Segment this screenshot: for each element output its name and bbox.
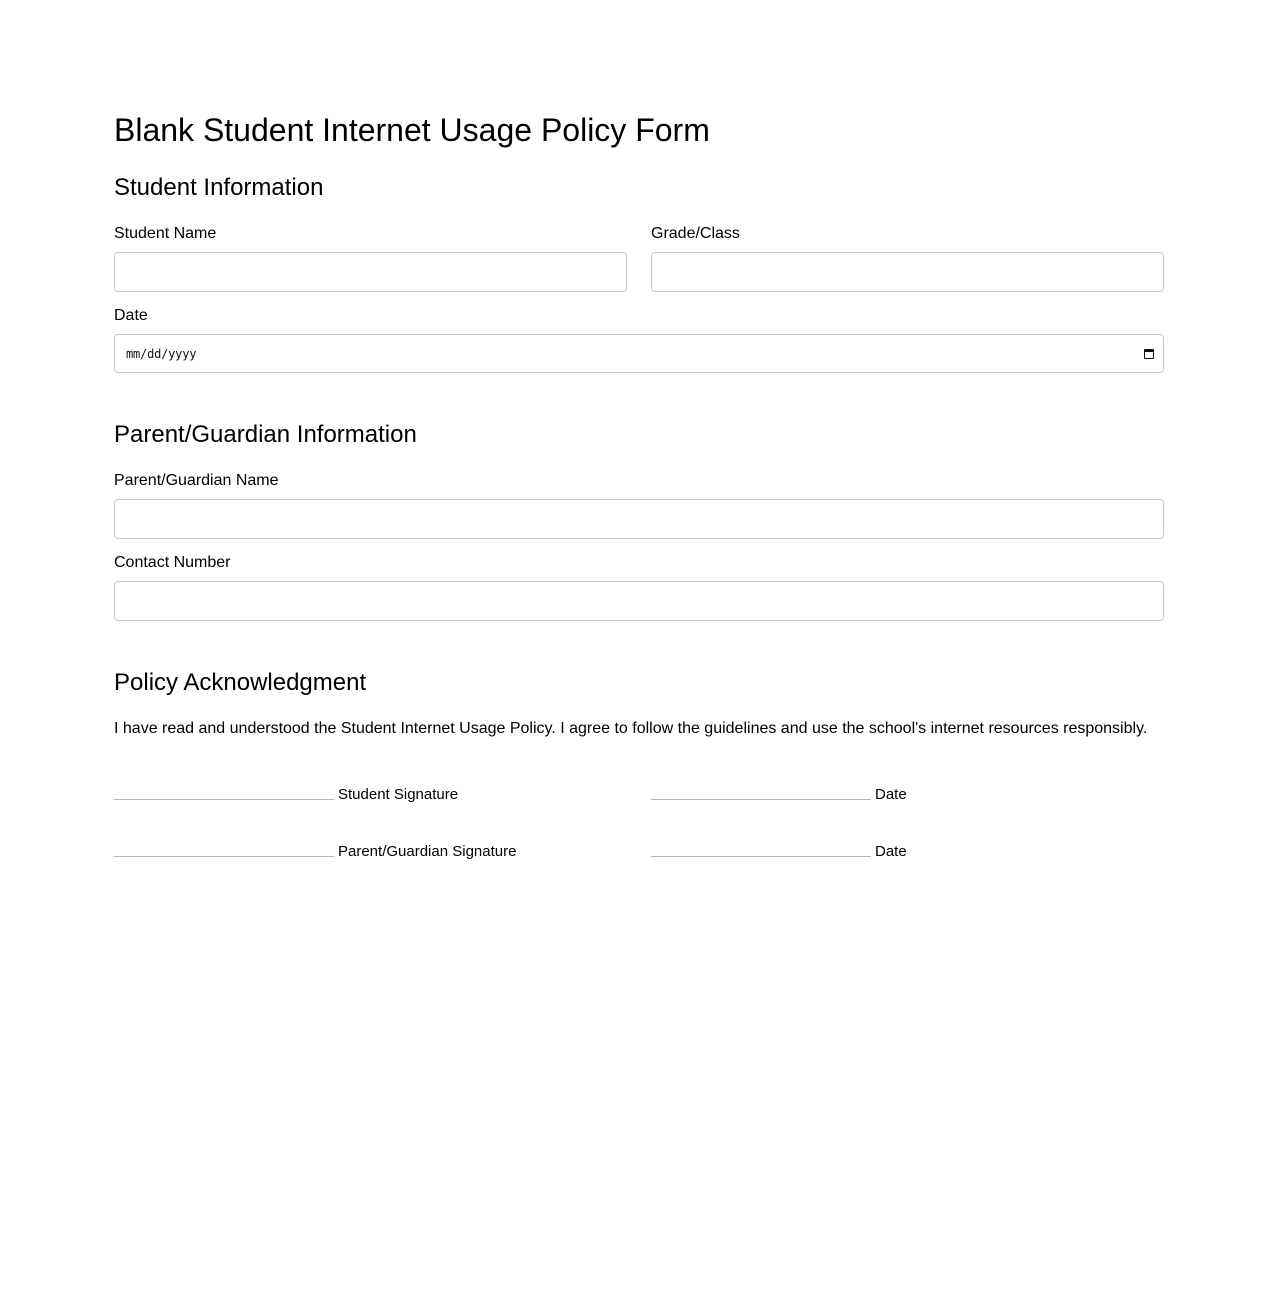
- parent-signature-line: [114, 856, 334, 857]
- student-information-heading: Student Information: [114, 174, 324, 201]
- grade-class-label: Grade/Class: [651, 225, 740, 242]
- student-signature-label: Student Signature: [338, 786, 459, 803]
- student-name-input[interactable]: [114, 252, 627, 292]
- contact-number-label: Contact Number: [114, 554, 231, 571]
- student-date-line: [651, 799, 871, 800]
- parent-date-line: [651, 856, 871, 857]
- grade-class-input[interactable]: [651, 252, 1164, 292]
- date-input[interactable]: [114, 334, 1164, 373]
- policy-acknowledgment-heading: Policy Acknowledgment: [114, 669, 367, 696]
- date-label: Date: [114, 307, 148, 324]
- student-name-label: Student Name: [114, 225, 217, 242]
- date-placeholder: mm/dd/yyyy: [126, 346, 197, 361]
- parent-signature-label: Parent/Guardian Signature: [338, 843, 517, 860]
- student-date-label: Date: [875, 786, 907, 803]
- parent-guardian-name-label: Parent/Guardian Name: [114, 472, 279, 489]
- calendar-icon[interactable]: [1144, 349, 1154, 359]
- parent-guardian-information-heading: Parent/Guardian Information: [114, 421, 417, 448]
- contact-number-input[interactable]: [114, 581, 1164, 621]
- student-signature-line: [114, 799, 334, 800]
- page-title: Blank Student Internet Usage Policy Form: [114, 112, 710, 148]
- acknowledgment-text: I have read and understood the Student Internet Usage Policy. I agree to follow the guidelines and use the school's internet resources responsibly.: [114, 720, 1148, 737]
- parent-date-label: Date: [875, 843, 907, 860]
- parent-guardian-name-input[interactable]: [114, 499, 1164, 539]
